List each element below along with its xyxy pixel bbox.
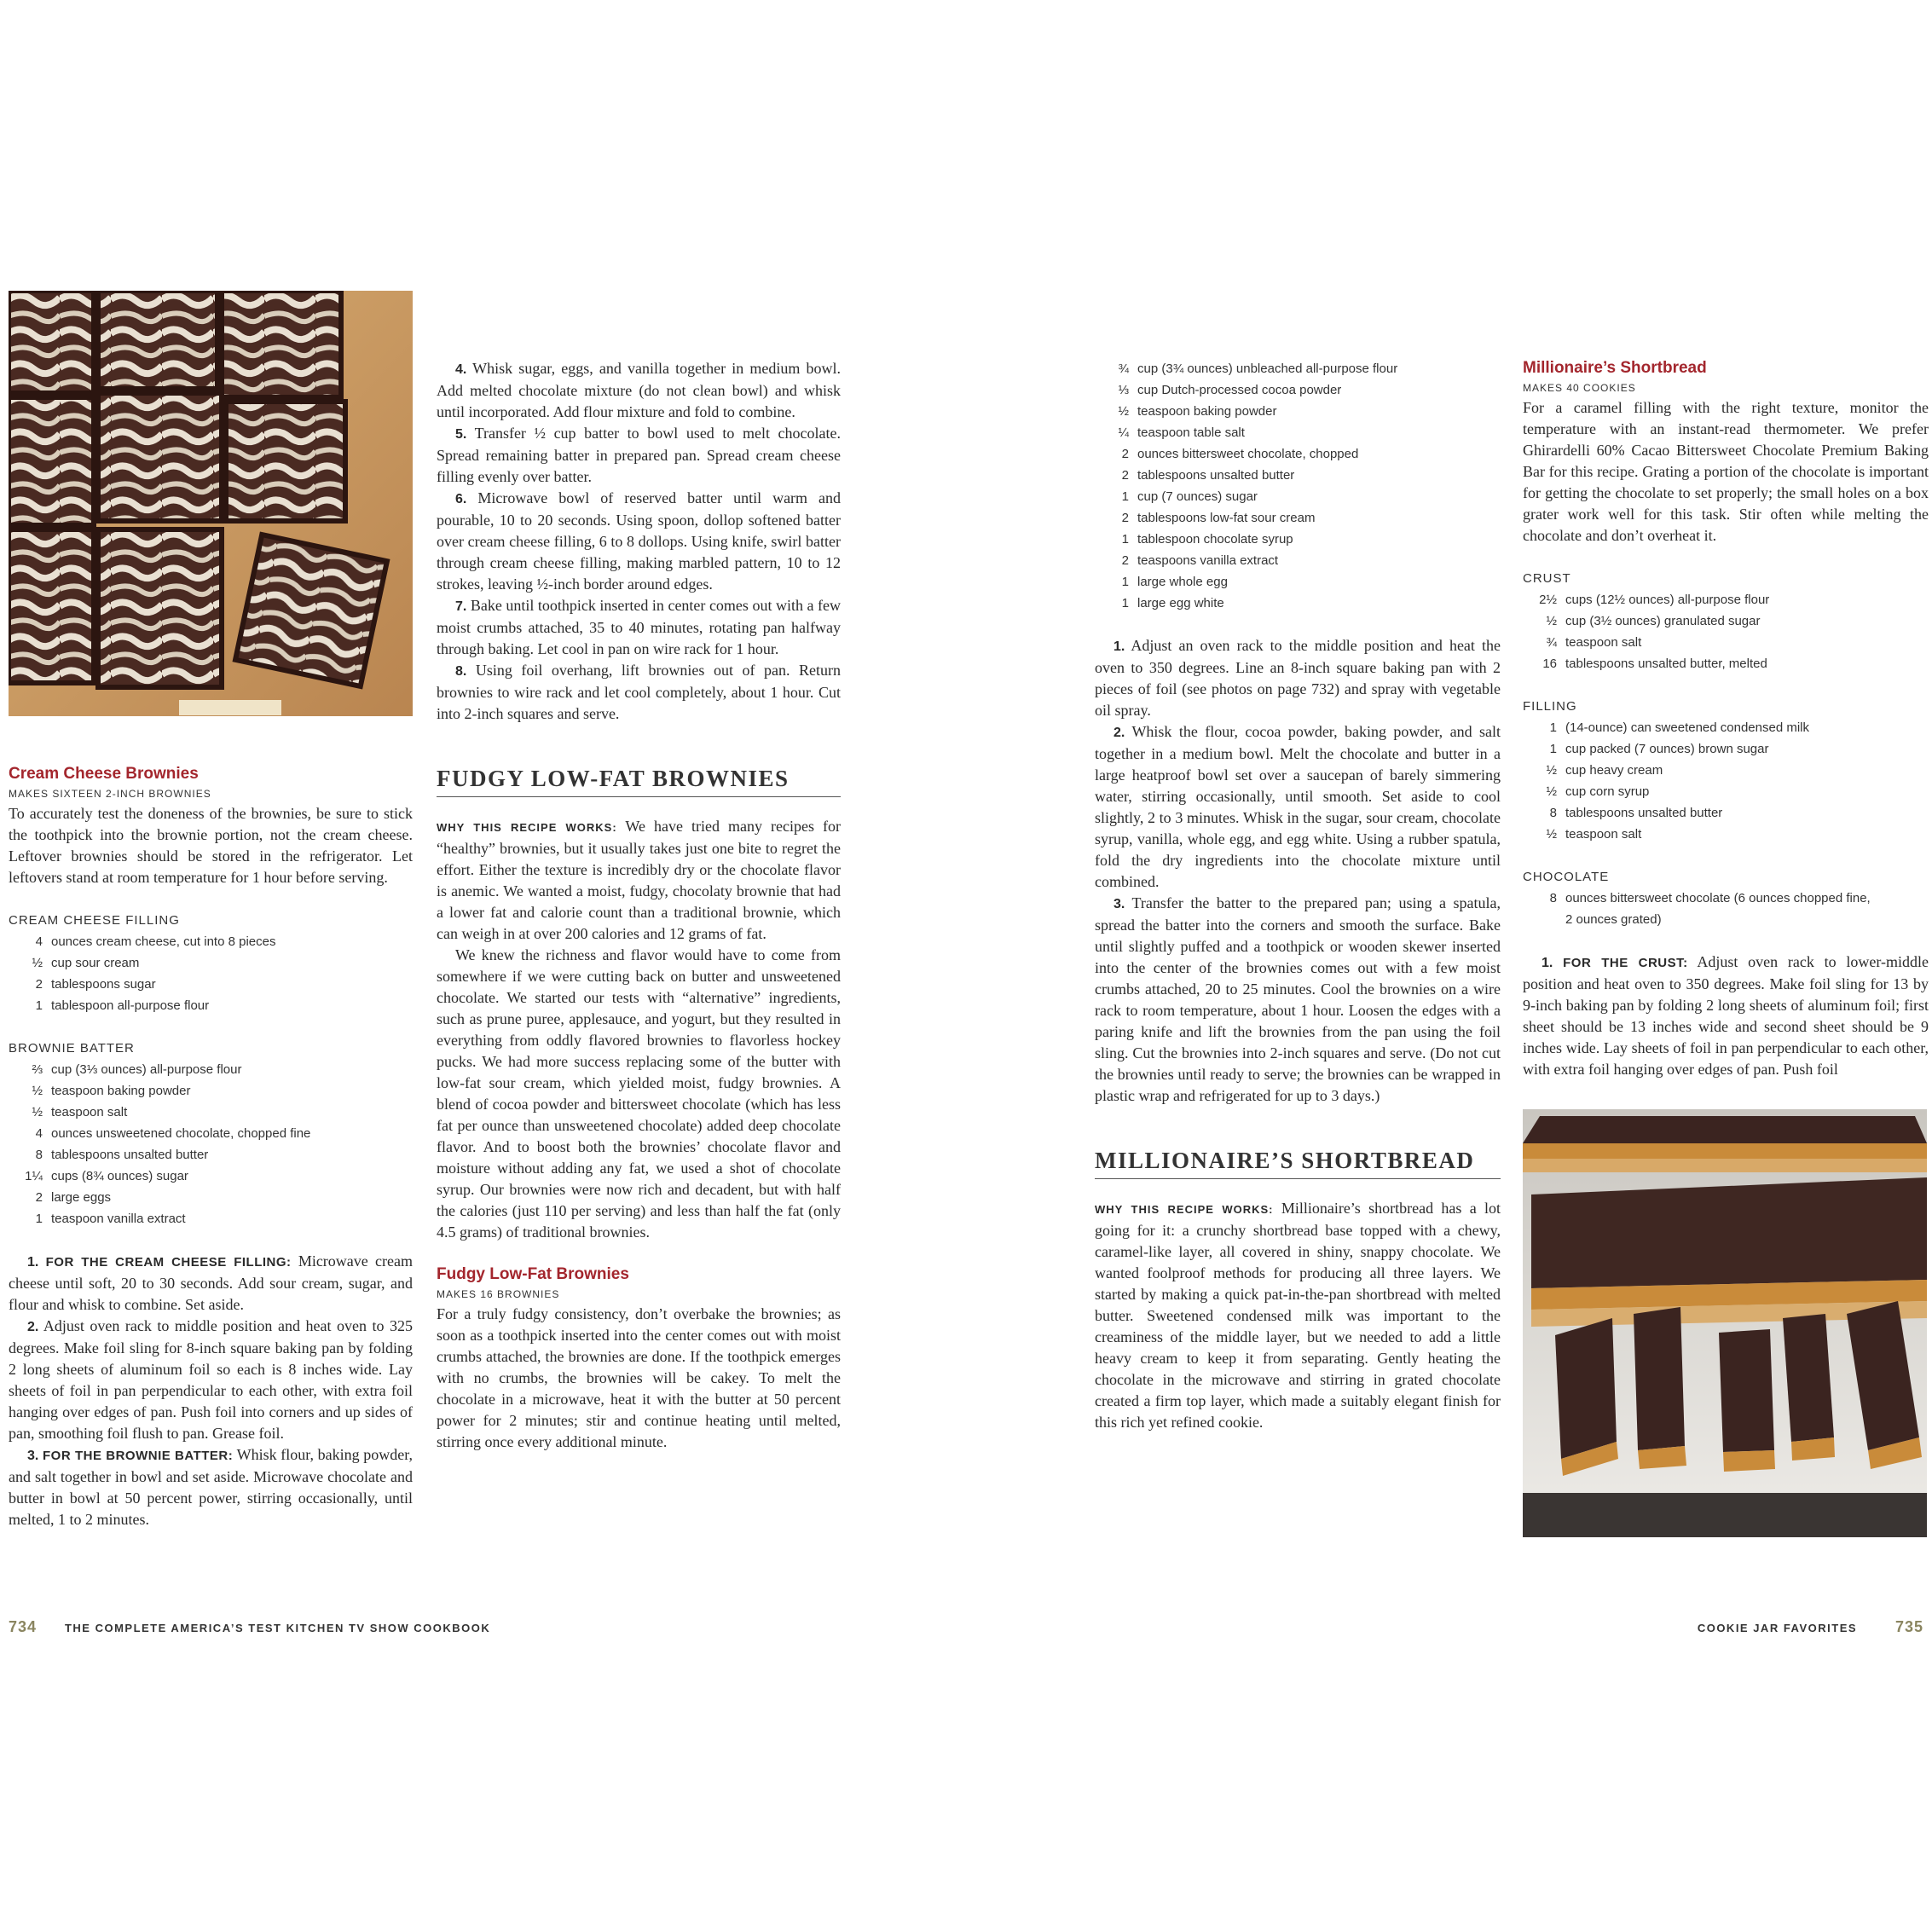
left-page-number: 734: [9, 1618, 38, 1635]
fudgy-low-fat-recipe-title: Fudgy Low-Fat Brownies: [437, 1265, 629, 1283]
cc-step-1: 1. FOR THE CREAM CHEESE FILLING: Microwave cream cheese until soft, 20 to 30 seconds. Add sour cream, sugar, and flour and whisk to combine. Set aside.: [9, 1252, 414, 1313]
list-item: 2½ cups (12½ ounces) all-purpose flour: [1539, 593, 1770, 607]
list-item: 1 teaspoon vanilla extract: [35, 1212, 186, 1226]
cc-step-8: 8. Using foil overhang, lift brownies out of pan. Return brownies to wire rack and let cool completely, about 1 hour. Cut into 2-inch squares and serve.: [437, 662, 842, 722]
list-item: 1 tablespoon all-purpose flour: [35, 998, 210, 1013]
millionaires-shortbread-photo: [1523, 1109, 1927, 1537]
cc-step-2: 2. Adjust oven rack to middle position and heat oven to 325 degrees. Make foil sling for 8-inch square baking pan by folding 2 long sheets of aluminum foil so each is 8 inches wide. Lay sheets of foil in pan perpendicular to each other, with extra foil hanging over edges of pan. Push foil into corners and up sides of pan, smoothing foil flush to pan. Grease foil.: [9, 1317, 413, 1442]
cream-cheese-filling-list: [9, 931, 413, 1016]
fudgy-why-paragraph-1: WHY THIS RECIPE WORKS: We have tried many recipes for “healthy” brownies, but it usually takes just one bite to regret the effort. Either the texture is incredibly dry or the chocolate flavor is anemic. We wanted a moist, fudgy, chocolaty brownie that had a lower fat and calorie count than a traditional brownie, which can weigh in at over 200 calories and 12 grams of fat.: [437, 818, 841, 942]
list-item: 1¼ cups (8¾ ounces) sugar: [25, 1169, 188, 1183]
list-item: 8 tablespoons unsalted butter: [1549, 806, 1723, 820]
ms-step-1: 1. FOR THE CRUST: Adjust oven rack to lower-middle position and heat oven to 350 degrees. Make foil sling for 13 by 9-inch baking pan by folding 2 long sheets of aluminum foil; first sheet should be 13 inches wide and second sheet should be 9 inches wide. Lay sheets of foil in pan perpendicular to each other, with extra foil hanging over edges of pan. Push foil: [1523, 953, 1929, 1078]
millionaires-yield: MAKES 40 COOKIES: [1523, 382, 1636, 394]
list-item: 2 tablespoons sugar: [35, 977, 156, 992]
cream-cheese-brownies-intro: To accurately test the doneness of the brownies, be sure to stick the toothpick into the brownie portion, not the cream cheese. Leftover brownies should be stored in the refrigerator. Let leftovers stand at room temperature for 1 hour before serving.: [9, 805, 413, 886]
lf-step-1: 1. Adjust an oven rack to the middle position and heat the oven to 350 degrees. Line an 8-inch square baking pan with 2 pieces of foil (see photos on page 732) and spray with vegetable oil spray.: [1095, 637, 1501, 719]
right-running-title: COOKIE JAR FAVORITES: [1697, 1622, 1858, 1634]
list-item: ½ cup (3½ ounces) granulated sugar: [1546, 614, 1761, 628]
cream-cheese-brownies-title: Cream Cheese Brownies: [9, 765, 199, 783]
cc-step-6: 6. Microwave bowl of reserved batter until warm and pourable, 10 to 20 seconds. Using spoon, dollop softened batter over cream cheese filling, 6 to 8 dollops. Using knife, swirl batter through cream cheese filling, making marbled pattern, 10 to 12 strokes, leaving ½-inch border around edges.: [437, 489, 842, 593]
right-page-number: 735: [1894, 1618, 1923, 1635]
fudgy-low-fat-yield: MAKES 16 BROWNIES: [437, 1288, 560, 1300]
list-item: ¼ teaspoon table salt: [1118, 425, 1245, 440]
list-item: 8 ounces bittersweet chocolate (6 ounces chopped fine,: [1549, 891, 1871, 905]
brownie-batter-heading: BROWNIE BATTER: [9, 1041, 135, 1056]
list-item: ⅓ cup Dutch-processed cocoa powder: [1118, 383, 1342, 397]
cream-cheese-brownies-photo: [9, 291, 413, 716]
list-item: ½ teaspoon baking powder: [32, 1084, 191, 1098]
cream-cheese-filling-heading: CREAM CHEESE FILLING: [9, 913, 180, 928]
millionaires-recipe-title: Millionaire’s Shortbread: [1523, 359, 1707, 377]
left-column-1: [9, 291, 413, 1530]
cc-step-5: 5. Transfer ½ cup batter to bowl used to melt chocolate. Spread remaining batter in prepared pan. Spread cream cheese filling evenly over batter.: [437, 425, 841, 485]
crust-list: [1523, 589, 1929, 674]
list-item: 2 teaspoons vanilla extract: [1121, 553, 1279, 568]
fudgy-low-fat-section-heading: FUDGY LOW-FAT BROWNIES: [437, 764, 841, 797]
list-item: 1 large whole egg: [1121, 575, 1228, 589]
list-item: ¾ cup (3¾ ounces) unbleached all-purpose flour: [1118, 362, 1398, 376]
shortbread-photo: [1523, 1109, 1927, 1537]
list-item: ½ cup heavy cream: [1546, 763, 1663, 778]
millionaires-intro: For a caramel filling with the right texture, monitor the temperature with an instant-read thermometer. We prefer Ghirardelli 60% Cacao Bittersweet Chocolate Premium Baking Bar for this recipe. Grating a portion of the chocolate is important for getting the chocolate to set properly; the small holes on a box grater work well for this task. Stir often while melting the chocolate and don’t overheat it.: [1523, 399, 1929, 544]
list-item: 4 ounces unsweetened chocolate, chopped fine: [35, 1126, 311, 1141]
millionaires-why-paragraph: WHY THIS RECIPE WORKS: Millionaire’s shortbread has a lot going for it: a crunchy shortbread base topped with a chewy, caramel-like layer, all covered in shiny, snappy chocolate. We wanted foolproof methods for producing all three layers. We started by making a quick pat-in-the-pan shortbread with melted butter. Sweetened condensed milk was important to the creaminess of the middle layer, but we needed to add a little heavy cream to keep it from separating. Gently heating the chocolate in the microwave and stirring in grated chocolate created a firm top layer, which made a suitably elegant finish for this rich yet refined cookie.: [1095, 1200, 1501, 1431]
list-item: 16 tablespoons unsalted butter, melted: [1542, 657, 1767, 671]
list-item: ½ teaspoon baking powder: [1118, 404, 1277, 419]
list-item: 1 large egg white: [1121, 596, 1224, 610]
list-item: 1 cup packed (7 ounces) brown sugar: [1549, 742, 1769, 756]
chocolate-heading: CHOCOLATE: [1523, 870, 1610, 884]
millionaires-section-heading: MILLIONAIRE’S SHORTBREAD: [1095, 1146, 1501, 1179]
cc-step-3: 3. FOR THE BROWNIE BATTER: Whisk flour, baking powder, and salt together in bowl and set aside. Microwave chocolate and butter in bowl at 50 percent power, stirring occasionally, until melted, 1 to 2 minutes.: [9, 1446, 413, 1528]
brownie-batter-list: [9, 1059, 413, 1229]
cc-step-4: 4. Whisk sugar, eggs, and vanilla together in medium bowl. Add melted chocolate mixture (do not clean bowl) and whisk until incorporated. Add flour mixture and fold to combine.: [437, 360, 841, 420]
list-item: 2 large eggs: [35, 1190, 112, 1205]
right-column-2: [1523, 358, 1929, 1537]
left-column-2: [437, 358, 841, 1453]
cc-step-7: 7. Bake until toothpick inserted in center comes out with a few moist crumbs attached, 35 to 40 minutes, rotating pan halfway through baking. Let cool in pan on wire rack for 1 hour.: [437, 597, 841, 657]
lf-step-3: 3. Transfer the batter to the prepared pan; using a spatula, spread the batter into the corners and smooth the surface. Bake until slightly puffed and a toothpick or wooden skewer inserted into the center of the brownies comes out with a few moist crumbs attached, 20 to 25 minutes. Cool the brownies on a wire rack to room temperature, about 1 hour. Loosen the edges with a paring knife and lift the brownies from the pan using the foil sling. Cut the brownies into 2-inch squares and serve. (Do not cut the brownies until ready to serve; the brownies can be wrapped in plastic wrap and refrigerated for up to 3 days.): [1095, 894, 1501, 1104]
fudgy-ingredients-list: [1095, 358, 1501, 614]
list-item: ½ teaspoon salt: [1546, 827, 1642, 842]
list-item: 8 tablespoons unsalted butter: [35, 1148, 209, 1162]
list-item: 2 ounces grated): [1565, 912, 1662, 927]
cream-cheese-brownies-yield: MAKES SIXTEEN 2-INCH BROWNIES: [9, 788, 211, 800]
list-item: 4 ounces cream cheese, cut into 8 pieces: [35, 934, 276, 949]
left-running-title: THE COMPLETE AMERICA’S TEST KITCHEN TV SHOW COOKBOOK: [64, 1622, 491, 1634]
fudgy-low-fat-intro: For a truly fudgy consistency, don’t overbake the brownies; as soon as a toothpick inserted into the center comes out with moist crumbs attached, the brownies are done. If the toothpick emerges with no crumbs, the brownies will be cakey. To melt the chocolate in a microwave, heat it with the butter at 50 percent power for 2 minutes; stir and continue heating until melted, stirring once every additional minute.: [437, 1305, 841, 1450]
list-item: 2 ounces bittersweet chocolate, chopped: [1121, 447, 1359, 461]
list-item: ½ cup sour cream: [32, 956, 140, 970]
list-item: ¾ teaspoon salt: [1546, 635, 1642, 650]
filling-list: [1523, 717, 1929, 845]
list-item: ½ cup corn syrup: [1546, 784, 1650, 799]
list-item: ⅔ cup (3⅓ ounces) all-purpose flour: [32, 1062, 242, 1077]
list-item: 2 tablespoons unsalted butter: [1121, 468, 1295, 483]
fudgy-why-paragraph-2: We knew the richness and flavor would have to come from somewhere if we were cutting back on butter and unsweetened chocolate. We started our tests with “alternative” ingredients, such as prune puree, applesauce, and yogurt, but they resulted in everything from oddly flavored brownies to flavorless hockey pucks. We had more success replacing some of the butter with low-fat sour cream, which yielded moist, fudgy brownies. A blend of cocoa powder and bittersweet chocolate (which has less fat per ounce than unsweetened chocolate) added deep chocolate flavor. And to boost both the brownies’ chocolate flavor and moisture without adding any fat, we used a shot of chocolate syrup. Our brownies were now rich and decadent, but with half the calories (just 110 per serving) and less than half the fat (only 4.5 grams) of traditional brownies.: [437, 946, 841, 1241]
list-item: ½ teaspoon salt: [32, 1105, 128, 1119]
crust-heading: CRUST: [1523, 571, 1571, 586]
lf-step-2: 2. Whisk the flour, cocoa powder, baking powder, and salt together in a medium bowl. Melt the chocolate and butter in a large heatproof bowl set over a saucepan of barely simmering water, stirring occasionally, until smooth. Set aside to cool slightly, 2 to 3 minutes. Whisk in the sugar, sour cream, chocolate syrup, vanilla, whole egg, and egg white. Using a rubber spatula, fold the dry ingredients into the chocolate mixture until combined.: [1095, 723, 1501, 890]
list-item: 1 (14-ounce) can sweetened condensed milk: [1549, 720, 1810, 735]
right-column-1: [1095, 358, 1501, 1433]
right-footer: [1698, 1618, 1923, 1636]
left-footer: [9, 1618, 490, 1636]
filling-heading: FILLING: [1523, 699, 1577, 714]
brownies-photo: [9, 291, 413, 716]
list-item: 1 cup (7 ounces) sugar: [1121, 489, 1258, 504]
list-item: 1 tablespoon chocolate syrup: [1121, 532, 1293, 547]
list-item: 2 tablespoons low-fat sour cream: [1121, 511, 1316, 525]
